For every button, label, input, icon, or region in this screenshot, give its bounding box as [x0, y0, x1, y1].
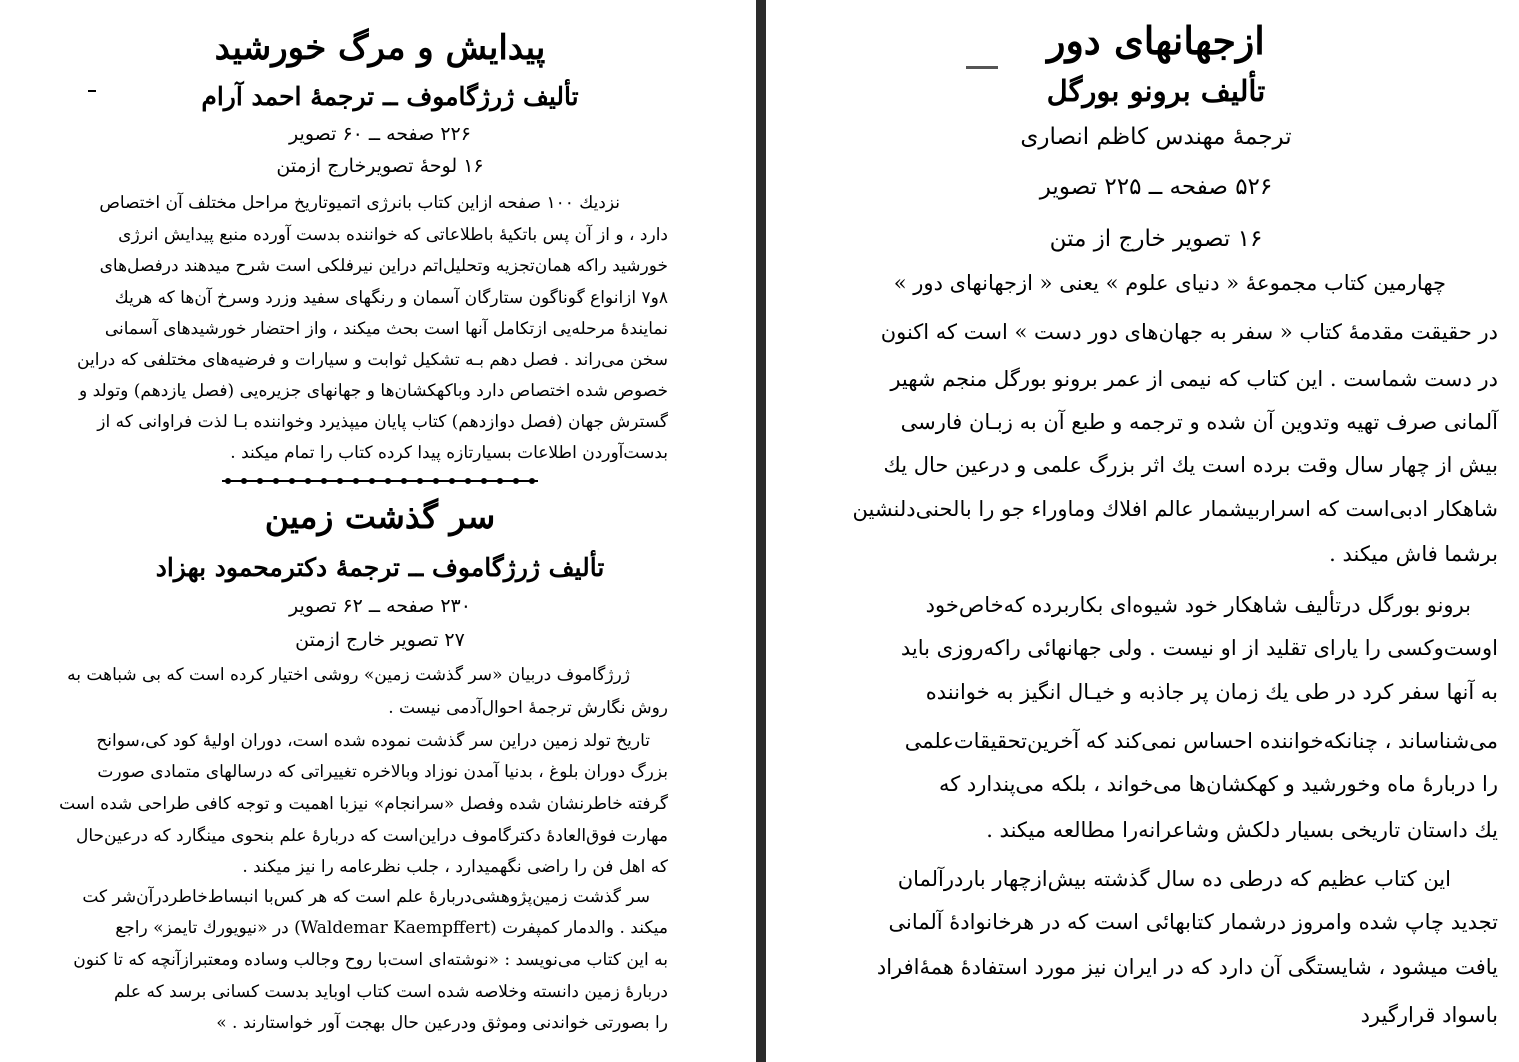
- book1-title: پیدایش و مرگ خورشید: [214, 28, 546, 68]
- book1-body-line-8: گسترش جهان (فصل دوازدهم) کتاب پایان میپذیرد وخواننده بـا لذت فراوانی که از: [97, 412, 668, 432]
- book3-body-line-4: آلمانی صرف تهیه وتدوین آن شده و ترجمه و طبع آن به زبـان فارسی: [900, 410, 1498, 434]
- book3-body-line-12: را دربارهٔ ماه وخورشید و کهکشان‌ها می‌خواند ، بلکه می‌پندارد که: [938, 772, 1498, 796]
- book1-body-line-3: خورشید راکه همان‌تجزیه وتحلیل‌اتم دراین نیرفلکی است شرح میدهند درفصل‌های: [99, 256, 668, 276]
- book2-plates: ۲۷ تصویر خارج ازمتن: [295, 629, 465, 651]
- book2-author-line: تألیف ژرژگاموف ــ ترجمهٔ دکترمحمود بهزاد: [155, 553, 605, 582]
- book3-body-line-11: می‌شناساند ، چنانکه‌خواننده احساس نمی‌کند که آخرین‌تحقیقات‌علمی: [904, 729, 1498, 753]
- book2-body-line-9: میکند . والدمار کمپفرت (Waldemar Kaempffert) در «نیویورك تایمز» راجع: [115, 918, 668, 938]
- book3-body-line-16: یافت میشود ، شایستگی آن دارد که در ایران نیز مورد استفادهٔ همهٔ‌افراد: [876, 955, 1498, 979]
- book1-stats: ۲۲۶ صفحه ــ ۶۰ تصویر: [289, 123, 471, 145]
- left-page: [0, 0, 756, 1062]
- book3-title: ازجهانهای دور: [1047, 18, 1265, 63]
- book3-body-line-8: برونو بورگل درتألیف شاهکار خود شیوه‌ای بکاربرده که‌خاص‌خود: [925, 593, 1471, 617]
- book3-body-line-17: باسواد قرار‌گیرد: [1360, 1003, 1498, 1027]
- book1-body-line-1: نزدیك ۱۰۰ صفحه ازاین کتاب بانرژی اتمیوتاریخ مراحل مختلف آن اختصاص: [99, 193, 620, 213]
- book3-body-line-7: برشما فاش میکند .: [1329, 542, 1498, 566]
- speck-mark: [966, 66, 998, 69]
- book1-body-line-9: بدست‌آوردن اطلاعات بسیارتازه پیدا کرده کتاب را تمام میکند .: [230, 443, 668, 463]
- book3-translator-line: ترجمهٔ مهندس کاظم انصاری: [1020, 124, 1292, 150]
- book3-body-line-2: در حقیقت مقدمهٔ کتاب « سفر به جهان‌های دور دست » است که اکنون: [880, 320, 1498, 344]
- book3-body-line-9: اوست‌وکسی را یارای تقلید از او نیست . ولی جهانهائی راکه‌روزی باید: [900, 636, 1498, 660]
- book2-body-line-4: بزرگ دوران بلوغ ، بدنیا آمدن نوزاد وبالاخره تغییراتی که درسالهای متمادی صورت: [97, 762, 668, 782]
- book3-body-line-1: چهارمین کتاب مجموعهٔ « دنیای علوم » یعنی « ازجهانهای دور »: [893, 271, 1446, 295]
- book3-plates: ۱۶ تصویر خارج از متن: [1049, 226, 1263, 252]
- book1-body-line-4: ۸و۷ ازانواع گوناگون ستارگان آسمان و رنگهای سفید وزرد وسرخ آن‌ها که هریك: [114, 288, 668, 308]
- book2-body-line-10: به این کتاب می‌نویسد : «نوشته‌ای است‌با روح وجالب وساده ومعتبرازآنچه که تا کنون: [73, 950, 668, 970]
- book2-body-line-12: را بصورتی خواندنی وموثق ودرعین حال بهجت آور خواستارند . »: [216, 1013, 668, 1033]
- page-gutter: [756, 0, 766, 1062]
- section-separator: [222, 477, 538, 485]
- book3-body-line-13: یك داستان تاریخی بسیار دلکش وشاعرانه‌را مطالعه میکند .: [986, 818, 1498, 842]
- book3-body-line-5: بیش از چهار سال وقت برده است یك اثر بزرگ علمی و درعین حال یك: [883, 453, 1498, 477]
- book3-body-line-6: شاهکار ادبی‌است که اسراربیشمار عالم افلاك وماوراء جو را بالحنی‌دلنشین: [852, 497, 1498, 521]
- book3-body-line-15: تجدید چاپ شده وامروز درشمار کتابهائی است که در هرخانوادهٔ آلمانی: [888, 910, 1498, 934]
- right-page: [766, 0, 1519, 1062]
- book3-stats: ۵۲۶ صفحه ــ ۲۲۵ تصویر: [1039, 174, 1273, 200]
- book2-body-line-2: روش نگارش ترجمهٔ احوال‌آدمی نیست .: [388, 698, 668, 718]
- book2-stats: ۲۳۰ صفحه ــ ۶۲ تصویر: [289, 595, 471, 617]
- book2-body-line-5: گرفته خاطرنشان شده وفصل «سرانجام» نیزبا اهمیت و توجه کافی طراحی شده است: [59, 794, 668, 814]
- book1-plates: ۱۶ لوحهٔ تصویرخارج ازمتن: [276, 155, 484, 177]
- book2-body-line-3: تاریخ تولد زمین دراین سر گذشت نموده شده است، دوران اولیهٔ کود کی،سوانح: [96, 731, 650, 751]
- book3-body-line-14: این کتاب عظیم که درطی ده سال گذشته بیش‌ازچهار باردرآلمان: [897, 867, 1451, 891]
- book3-author-line: تألیف برونو بورگل: [1046, 74, 1266, 108]
- book1-body-line-7: خصوص شده اختصاص دارد وباکهکشان‌ها و جهانهای جزیره‌یی (فصل یازدهم) وتولد و: [78, 381, 668, 401]
- book3-body-line-3: در دست شماست . این کتاب که نیمی از عمر برونو بورگل منجم شهیر: [890, 367, 1498, 391]
- book2-body-line-11: دربارهٔ زمین دانسته وخلاصه شده است کتاب اوباید بدست کسانی برسد که علم: [113, 982, 668, 1002]
- book2-title: سر گذشت زمین: [264, 497, 496, 536]
- book3-body-line-10: به آنها سفر کرد در طی یك زمان پر جاذبه و خیـال انگیز به خواننده: [925, 680, 1498, 704]
- book2-body-line-6: مهارت فوق‌العادهٔ دکترگاموف دراین‌است که دربارهٔ علم بنحوی مینگارد که درعین‌حال: [75, 826, 668, 846]
- book1-body-line-2: دارد ، و از آن پس باتکیهٔ باطلاعاتی که خواننده بدست آورده منبع پیدایش انرژی: [118, 225, 668, 245]
- book2-body-line-1: ژرژگاموف دربیان «سر گذشت زمین» روشی اختیار کرده است که بی شباهت به: [67, 665, 630, 685]
- speck-mark: [88, 90, 96, 92]
- book2-body-line-8: سر گذشت زمین‌پژوهشی‌دربارهٔ علم است که هر کس‌با انبساط‌خاطردرآن‌شر کت: [82, 887, 650, 907]
- book1-author-line: تألیف ژرژگاموف ــ ترجمهٔ احمد آرام: [201, 82, 579, 111]
- book2-body-line-7: که اهل فن را راضی نگهمیدارد ، جلب نظرعامه را نیز میکند .: [242, 857, 668, 877]
- book1-body-line-5: نمایندهٔ مرحله‌یی ازتکامل آنها است بحث میکند ، واز احتضار خورشیدهای آسمانی: [104, 319, 668, 339]
- book1-body-line-6: سخن می‌راند . فصل دهم بـه تشکیل ثوابت و سیارات و فرضیه‌های مختلفی که دراین: [77, 350, 668, 370]
